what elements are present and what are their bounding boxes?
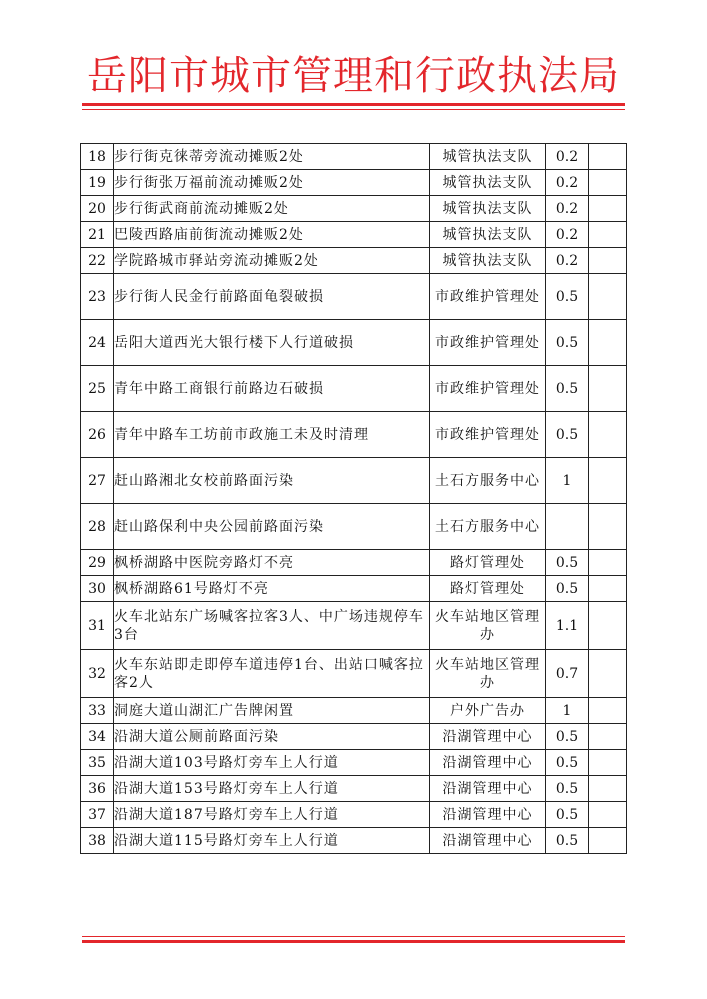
page-title: 岳阳市城市管理和行政执法局: [87, 53, 620, 99]
table-row: [81, 144, 627, 170]
table-row: [81, 412, 627, 458]
table-row: [81, 750, 627, 776]
deduction-score: 0.2: [546, 144, 589, 170]
row-number: 24: [81, 320, 114, 366]
row-number: 29: [81, 550, 114, 576]
deduction-score: 0.2: [546, 170, 589, 196]
table-row: [81, 576, 627, 602]
blank-cell: [589, 274, 627, 320]
header-rule-thin: [82, 109, 625, 110]
blank-cell: [589, 698, 627, 724]
responsible-unit: 城管执法支队: [430, 222, 546, 248]
issue-description: 枫桥湖路中医院旁路灯不亮: [114, 550, 430, 576]
deduction-score: 0.7: [546, 650, 589, 698]
responsible-unit: 市政维护管理处: [430, 274, 546, 320]
blank-cell: [589, 320, 627, 366]
table-row: [81, 196, 627, 222]
deduction-score: 0.5: [546, 274, 589, 320]
table-row: [81, 828, 627, 854]
row-number: 30: [81, 576, 114, 602]
blank-cell: [589, 196, 627, 222]
deduction-score: 0.5: [546, 750, 589, 776]
issue-description: 沿湖大道115号路灯旁车上人行道: [114, 828, 430, 854]
issue-description: 青年中路工商银行前路边石破损: [114, 366, 430, 412]
responsible-unit: 城管执法支队: [430, 248, 546, 274]
responsible-unit: 路灯管理处: [430, 550, 546, 576]
records-table-body: [81, 144, 627, 854]
blank-cell: [589, 802, 627, 828]
deduction-score: [546, 504, 589, 550]
deduction-score: 0.5: [546, 724, 589, 750]
row-number: 20: [81, 196, 114, 222]
deduction-score: 0.2: [546, 196, 589, 222]
issue-description: 枫桥湖路61号路灯不亮: [114, 576, 430, 602]
responsible-unit: 沿湖管理中心: [430, 776, 546, 802]
blank-cell: [589, 170, 627, 196]
issue-description: 巴陵西路庙前街流动摊贩2处: [114, 222, 430, 248]
deduction-score: 0.5: [546, 366, 589, 412]
row-number: 23: [81, 274, 114, 320]
responsible-unit: 路灯管理处: [430, 576, 546, 602]
responsible-unit: 土石方服务中心: [430, 504, 546, 550]
row-number: 22: [81, 248, 114, 274]
table-row: [81, 776, 627, 802]
row-number: 19: [81, 170, 114, 196]
issue-description: 青年中路车工坊前市政施工未及时清理: [114, 412, 430, 458]
table-row: [81, 802, 627, 828]
deduction-score: 0.5: [546, 320, 589, 366]
responsible-unit: 沿湖管理中心: [430, 724, 546, 750]
issue-description: 沿湖大道103号路灯旁车上人行道: [114, 750, 430, 776]
issue-description: 赶山路保利中央公园前路面污染: [114, 504, 430, 550]
row-number: 25: [81, 366, 114, 412]
issue-description: 步行街克徕蒂旁流动摊贩2处: [114, 144, 430, 170]
deduction-score: 0.5: [546, 776, 589, 802]
blank-cell: [589, 828, 627, 854]
responsible-unit: 市政维护管理处: [430, 412, 546, 458]
responsible-unit: 火车站地区管理办: [430, 650, 546, 698]
issue-description: 洞庭大道山湖汇广告牌闲置: [114, 698, 430, 724]
table-row: [81, 650, 627, 698]
deduction-score: 1.1: [546, 602, 589, 650]
blank-cell: [589, 222, 627, 248]
responsible-unit: 城管执法支队: [430, 196, 546, 222]
row-number: 36: [81, 776, 114, 802]
responsible-unit: 户外广告办: [430, 698, 546, 724]
row-number: 21: [81, 222, 114, 248]
blank-cell: [589, 550, 627, 576]
table-row: [81, 222, 627, 248]
deduction-score: 0.5: [546, 802, 589, 828]
row-number: 35: [81, 750, 114, 776]
table-row: [81, 458, 627, 504]
issue-description: 学院路城市驿站旁流动摊贩2处: [114, 248, 430, 274]
table-row: [81, 698, 627, 724]
table-row: [81, 170, 627, 196]
issue-description: 步行街张万福前流动摊贩2处: [114, 170, 430, 196]
deduction-score: 1: [546, 698, 589, 724]
table-row: [81, 602, 627, 650]
footer-rule-thick: [82, 940, 625, 943]
blank-cell: [589, 724, 627, 750]
responsible-unit: 市政维护管理处: [430, 320, 546, 366]
blank-cell: [589, 650, 627, 698]
issue-description: 火车东站即走即停车道违停1台、出站口喊客拉客2人: [114, 650, 430, 698]
blank-cell: [589, 750, 627, 776]
footer-rule-thin: [82, 936, 625, 937]
responsible-unit: 城管执法支队: [430, 170, 546, 196]
row-number: 26: [81, 412, 114, 458]
deduction-score: 0.5: [546, 412, 589, 458]
responsible-unit: 火车站地区管理办: [430, 602, 546, 650]
table-row: [81, 724, 627, 750]
table-row: [81, 274, 627, 320]
blank-cell: [589, 776, 627, 802]
table-row: [81, 366, 627, 412]
issue-description: 沿湖大道187号路灯旁车上人行道: [114, 802, 430, 828]
issue-description: 赶山路湘北女校前路面污染: [114, 458, 430, 504]
blank-cell: [589, 412, 627, 458]
row-number: 27: [81, 458, 114, 504]
row-number: 33: [81, 698, 114, 724]
responsible-unit: 沿湖管理中心: [430, 802, 546, 828]
blank-cell: [589, 144, 627, 170]
table-row: [81, 248, 627, 274]
row-number: 31: [81, 602, 114, 650]
row-number: 37: [81, 802, 114, 828]
blank-cell: [589, 366, 627, 412]
deduction-score: 0.5: [546, 550, 589, 576]
records-table: [80, 143, 627, 854]
responsible-unit: 土石方服务中心: [430, 458, 546, 504]
table-row: [81, 320, 627, 366]
blank-cell: [589, 248, 627, 274]
issue-description: 步行街武商前流动摊贩2处: [114, 196, 430, 222]
responsible-unit: 城管执法支队: [430, 144, 546, 170]
issue-description: 步行街人民金行前路面龟裂破损: [114, 274, 430, 320]
table-row: [81, 504, 627, 550]
blank-cell: [589, 504, 627, 550]
issue-description: 火车北站东广场喊客拉客3人、中广场违规停车3台: [114, 602, 430, 650]
row-number: 38: [81, 828, 114, 854]
deduction-score: 1: [546, 458, 589, 504]
blank-cell: [589, 602, 627, 650]
issue-description: 沿湖大道153号路灯旁车上人行道: [114, 776, 430, 802]
blank-cell: [589, 458, 627, 504]
issue-description: 沿湖大道公厕前路面污染: [114, 724, 430, 750]
row-number: 28: [81, 504, 114, 550]
blank-cell: [589, 576, 627, 602]
responsible-unit: 沿湖管理中心: [430, 750, 546, 776]
responsible-unit: 市政维护管理处: [430, 366, 546, 412]
table-row: [81, 550, 627, 576]
deduction-score: 0.5: [546, 576, 589, 602]
issue-description: 岳阳大道西光大银行楼下人行道破损: [114, 320, 430, 366]
deduction-score: 0.2: [546, 248, 589, 274]
row-number: 34: [81, 724, 114, 750]
header-rule-thick: [82, 103, 625, 106]
deduction-score: 0.5: [546, 828, 589, 854]
responsible-unit: 沿湖管理中心: [430, 828, 546, 854]
row-number: 32: [81, 650, 114, 698]
row-number: 18: [81, 144, 114, 170]
deduction-score: 0.2: [546, 222, 589, 248]
